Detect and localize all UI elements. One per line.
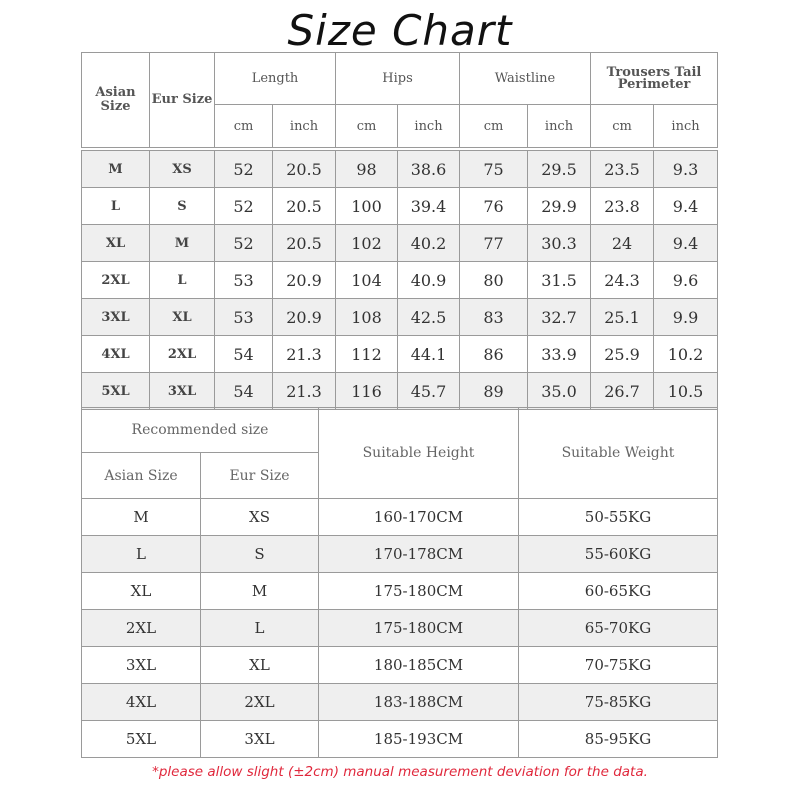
cell-hip-cm: 104 <box>336 262 398 299</box>
cell-tail-in: 9.4 <box>654 188 718 225</box>
cell-height: 160-170CM <box>319 499 519 536</box>
measurement-table <box>81 52 718 410</box>
header-trousers-tail-perimeter: Trousers Tail Perimeter <box>591 53 718 105</box>
header-hips: Hips <box>336 53 460 105</box>
cell-len-cm: 54 <box>215 373 273 410</box>
unit-cm: cm <box>460 105 528 148</box>
cell-asian: M <box>82 151 150 188</box>
table-row <box>82 299 718 336</box>
cell-hip-cm: 98 <box>336 151 398 188</box>
cell-eur: 2XL <box>150 336 215 373</box>
cell-hip-in: 40.9 <box>398 262 460 299</box>
cell-height: 175-180CM <box>319 610 519 647</box>
cell-eur: 3XL <box>150 373 215 410</box>
cell-len-cm: 53 <box>215 299 273 336</box>
header-eur-size: Eur Size <box>150 53 215 148</box>
cell-len-in: 20.9 <box>273 299 336 336</box>
cell-waist-cm: 77 <box>460 225 528 262</box>
unit-cm: cm <box>215 105 273 148</box>
page-title: Size Chart <box>287 6 513 55</box>
table-row <box>82 225 718 262</box>
cell-len-in: 20.5 <box>273 188 336 225</box>
cell-tail-in: 10.5 <box>654 373 718 410</box>
cell-hip-cm: 116 <box>336 373 398 410</box>
cell-height: 185-193CM <box>319 721 519 758</box>
cell-len-in: 20.5 <box>273 151 336 188</box>
cell-waist-cm: 80 <box>460 262 528 299</box>
cell-eur: XS <box>201 499 319 536</box>
cell-waist-cm: 76 <box>460 188 528 225</box>
header-recommended-size: Recommended size <box>82 408 319 453</box>
cell-hip-cm: 108 <box>336 299 398 336</box>
cell-len-in: 20.9 <box>273 262 336 299</box>
cell-weight: 50-55KG <box>519 499 718 536</box>
header-length: Length <box>215 53 336 105</box>
cell-weight: 65-70KG <box>519 610 718 647</box>
cell-asian: XL <box>82 573 201 610</box>
cell-waist-in: 30.3 <box>528 225 591 262</box>
cell-waist-in: 31.5 <box>528 262 591 299</box>
table-row <box>82 336 718 373</box>
cell-asian: 4XL <box>82 336 150 373</box>
cell-weight: 60-65KG <box>519 573 718 610</box>
cell-waist-in: 29.9 <box>528 188 591 225</box>
cell-height: 170-178CM <box>319 536 519 573</box>
cell-hip-in: 44.1 <box>398 336 460 373</box>
cell-waist-in: 33.9 <box>528 336 591 373</box>
cell-hip-in: 38.6 <box>398 151 460 188</box>
cell-waist-cm: 83 <box>460 299 528 336</box>
unit-inch: inch <box>398 105 460 148</box>
table-row <box>82 573 718 610</box>
cell-eur: M <box>150 225 215 262</box>
cell-len-cm: 52 <box>215 188 273 225</box>
cell-hip-cm: 102 <box>336 225 398 262</box>
table-row <box>82 610 718 647</box>
cell-weight: 85-95KG <box>519 721 718 758</box>
table-row <box>82 499 718 536</box>
cell-waist-in: 35.0 <box>528 373 591 410</box>
cell-hip-cm: 100 <box>336 188 398 225</box>
cell-height: 180-185CM <box>319 647 519 684</box>
cell-tail-cm: 25.1 <box>591 299 654 336</box>
header-eur-size: Eur Size <box>201 453 319 499</box>
recommendation-table <box>81 407 718 758</box>
cell-tail-cm: 24.3 <box>591 262 654 299</box>
cell-hip-in: 42.5 <box>398 299 460 336</box>
unit-inch: inch <box>528 105 591 148</box>
footnote: *please allow slight (±2cm) manual measurement deviation for the data. <box>152 764 648 780</box>
unit-inch: inch <box>654 105 718 148</box>
table-row <box>82 188 718 225</box>
header-suitable-height: Suitable Height <box>319 408 519 499</box>
cell-hip-cm: 112 <box>336 336 398 373</box>
cell-asian: 4XL <box>82 684 201 721</box>
cell-weight: 55-60KG <box>519 536 718 573</box>
cell-eur: L <box>201 610 319 647</box>
cell-tail-in: 9.3 <box>654 151 718 188</box>
cell-waist-in: 29.5 <box>528 151 591 188</box>
cell-asian: L <box>82 536 201 573</box>
cell-waist-in: 32.7 <box>528 299 591 336</box>
cell-asian: M <box>82 499 201 536</box>
cell-tail-cm: 24 <box>591 225 654 262</box>
cell-asian: 3XL <box>82 299 150 336</box>
cell-asian: 3XL <box>82 647 201 684</box>
cell-tail-cm: 23.8 <box>591 188 654 225</box>
table-row <box>82 151 718 188</box>
table-row <box>82 647 718 684</box>
cell-len-in: 21.3 <box>273 336 336 373</box>
cell-hip-in: 45.7 <box>398 373 460 410</box>
cell-eur: S <box>201 536 319 573</box>
table-row <box>82 536 718 573</box>
cell-eur: M <box>201 573 319 610</box>
cell-len-in: 21.3 <box>273 373 336 410</box>
table-row <box>82 262 718 299</box>
cell-eur: 2XL <box>201 684 319 721</box>
header-asian-size: Asian Size <box>82 53 150 148</box>
cell-eur: S <box>150 188 215 225</box>
header-row-1 <box>82 408 718 453</box>
unit-cm: cm <box>591 105 654 148</box>
cell-eur: L <box>150 262 215 299</box>
header-row-1 <box>82 53 718 105</box>
header-suitable-weight: Suitable Weight <box>519 408 718 499</box>
cell-len-cm: 52 <box>215 151 273 188</box>
cell-waist-cm: 75 <box>460 151 528 188</box>
cell-weight: 70-75KG <box>519 647 718 684</box>
cell-tail-in: 9.4 <box>654 225 718 262</box>
cell-tail-cm: 26.7 <box>591 373 654 410</box>
cell-height: 183-188CM <box>319 684 519 721</box>
cell-asian: 5XL <box>82 373 150 410</box>
cell-eur: 3XL <box>201 721 319 758</box>
cell-len-cm: 52 <box>215 225 273 262</box>
cell-len-in: 20.5 <box>273 225 336 262</box>
header-asian-size: Asian Size <box>82 453 201 499</box>
unit-inch: inch <box>273 105 336 148</box>
cell-eur: XL <box>201 647 319 684</box>
unit-cm: cm <box>336 105 398 148</box>
table-row <box>82 373 718 410</box>
table-row <box>82 721 718 758</box>
cell-len-cm: 54 <box>215 336 273 373</box>
cell-waist-cm: 89 <box>460 373 528 410</box>
cell-tail-in: 9.9 <box>654 299 718 336</box>
cell-tail-cm: 23.5 <box>591 151 654 188</box>
cell-tail-cm: 25.9 <box>591 336 654 373</box>
table-row <box>82 684 718 721</box>
cell-waist-cm: 86 <box>460 336 528 373</box>
cell-tail-in: 9.6 <box>654 262 718 299</box>
cell-hip-in: 39.4 <box>398 188 460 225</box>
cell-hip-in: 40.2 <box>398 225 460 262</box>
cell-weight: 75-85KG <box>519 684 718 721</box>
cell-asian: XL <box>82 225 150 262</box>
cell-len-cm: 53 <box>215 262 273 299</box>
cell-asian: 2XL <box>82 610 201 647</box>
cell-eur: XL <box>150 299 215 336</box>
cell-eur: XS <box>150 151 215 188</box>
cell-asian: 5XL <box>82 721 201 758</box>
header-waistline: Waistline <box>460 53 591 105</box>
cell-tail-in: 10.2 <box>654 336 718 373</box>
cell-height: 175-180CM <box>319 573 519 610</box>
cell-asian: 2XL <box>82 262 150 299</box>
cell-asian: L <box>82 188 150 225</box>
